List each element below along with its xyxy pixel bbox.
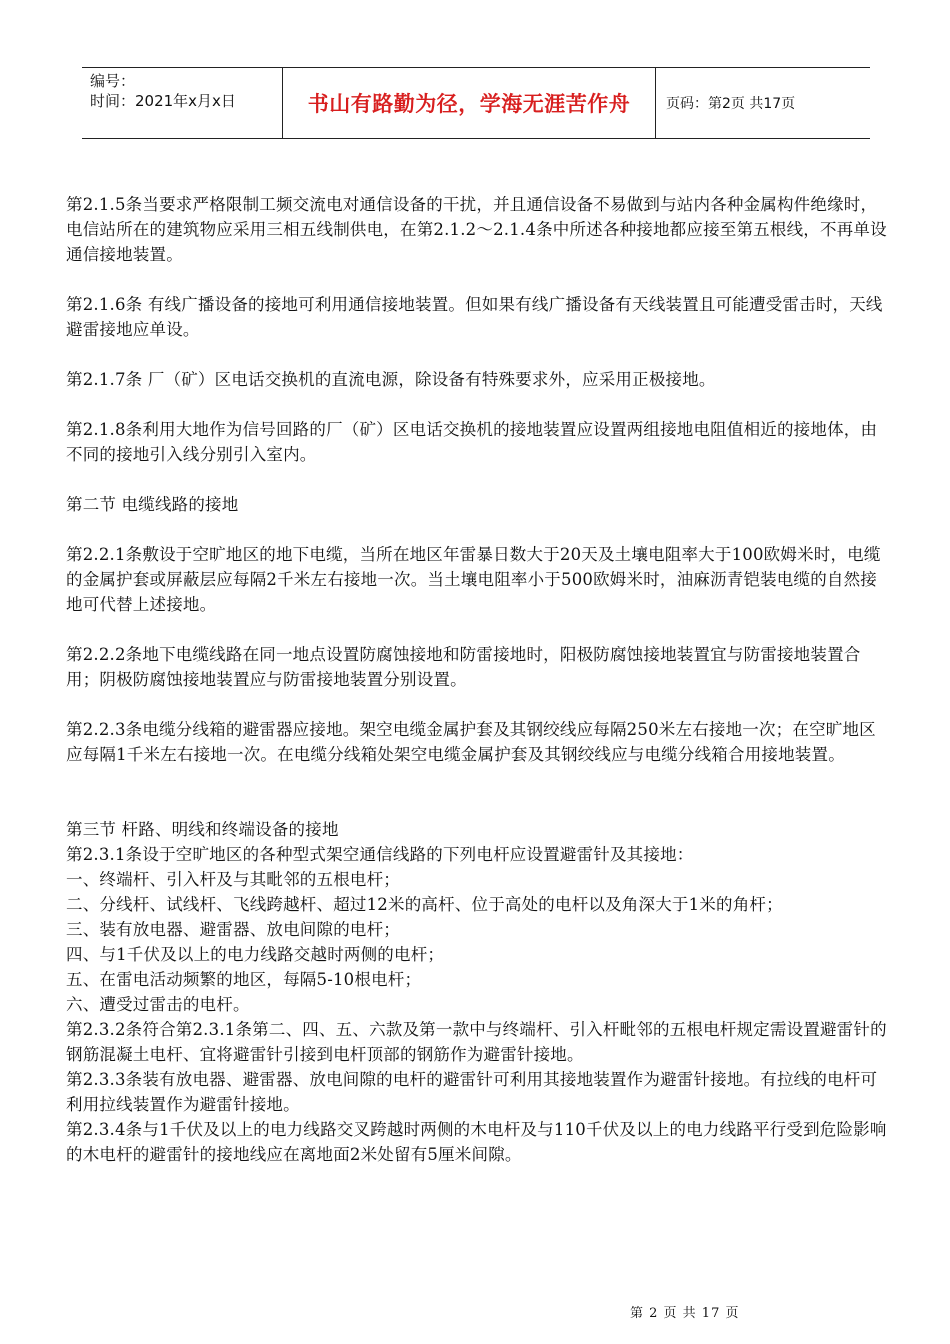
paragraph-2-3-3: 第2.3.3条装有放电器、避雷器、放电间隙的电杆的避雷针可利用其接地装置作为避雷针接地。有拉线的电杆可利用拉线装置作为避雷针接地。 (66, 1070, 878, 1114)
paragraph-2-1-6: 第2.1.6条 有线广播设备的接地可利用通信接地装置。但如果有线广播设备有天线装置且可能遭受雷击时，天线避雷接地应单设。 (66, 295, 883, 339)
section-heading-3: 第三节 杆路、明线和终端设备的接地 (66, 820, 339, 839)
paragraph-2-3-4: 第2.3.4条与1千伏及以上的电力线路交叉跨越时两侧的木电杆及与110千伏及以上的电力线路平行受到危险影响的木电杆的避雷针的接地线应在离地面2米处留有5厘米间隙。 (66, 1120, 887, 1164)
list-item: 六、遭受过雷击的电杆。 (66, 995, 250, 1014)
paragraph-2-1-8: 第2.1.8条利用大地作为信号回路的厂（矿）区电话交换机的接地装置应设置两组接地电阻值相近的接地体，由不同的接地引入线分别引入室内。 (66, 420, 878, 464)
header-meta (82, 68, 282, 138)
list-item: 一、终端杆、引入杆及与其毗邻的五根电杆； (66, 870, 400, 889)
list-item: 四、与1千伏及以上的电力线路交越时两侧的电杆； (66, 945, 445, 964)
list-item: 二、分线杆、试线杆、飞线跨越杆、超过12米的高杆、位于高处的电杆以及角深大于1米的角杆； (66, 895, 783, 914)
section-heading-2: 第二节 电缆线路的接地 (66, 495, 239, 514)
list-item: 五、在雷电活动频繁的地区，每隔5-10根电杆； (66, 970, 422, 989)
paragraph-2-1-5: 第2.1.5条当要求严格限制工频交流电对通信设备的干扰，并且通信设备不易做到与站内各种金属构件绝缘时，电信站所在的建筑物应采用三相五线制供电，在第2.1.2～2.1.4条中所述各种接地都应接至第五根线，不再单设通信接地装置。 (66, 195, 887, 264)
time-label: 时间：2021年x月x日 (90, 92, 236, 110)
header-motto: 书山有路勤为径，学海无涯苦作舟 (282, 68, 656, 138)
paragraph-2-3-1: 第2.3.1条设于空旷地区的各种型式架空通信线路的下列电杆应设置避雷针及其接地： (66, 845, 694, 864)
paragraph-2-1-7: 第2.1.7条 厂（矿）区电话交换机的直流电源，除设备有特殊要求外，应采用正极接地。 (66, 370, 716, 389)
paragraph-2-2-3: 第2.2.3条电缆分线箱的避雷器应接地。架空电缆金属护套及其钢绞线应每隔250米左右接地一次；在空旷地区应每隔1千米左右接地一次。在电缆分线箱处架空电缆金属护套及其钢绞线应与电缆分线箱合用接地装置。 (66, 720, 876, 764)
paragraph-2-3-2: 第2.3.2条符合第2.3.1条第二、四、五、六款及第一款中与终端杆、引入杆毗邻的五根电杆规定需设置避雷针的钢筋混凝土电杆、宜将避雷针引接到电杆顶部的钢筋作为避雷针接地。 (66, 1020, 887, 1064)
list-item: 三、装有放电器、避雷器、放电间隙的电杆； (66, 920, 400, 939)
paragraph-2-2-2: 第2.2.2条地下电缆线路在同一地点设置防腐蚀接地和防雷接地时，阳极防腐蚀接地装置宜与防雷接地装置合用；阴极防腐蚀接地装置应与防雷接地装置分别设置。 (66, 645, 861, 689)
paragraph-2-2-1: 第2.2.1条敷设于空旷地区的地下电缆，当所在地区年雷暴日数大于20天及土壤电阻率大于100欧姆米时，电缆的金属护套或屏蔽层应每隔2千米左右接地一次。当土壤电阻率小于500欧姆米时，油麻沥青铠装电缆的自然接地可代替上述接地。 (66, 545, 881, 614)
document-body (66, 192, 892, 1167)
serial-label: 编号： (90, 72, 136, 90)
page-footer: 第 2 页 共 17 页 (630, 1306, 740, 1321)
header-table (82, 67, 870, 139)
header-page-info: 页码：第2页 共17页 (666, 96, 796, 112)
